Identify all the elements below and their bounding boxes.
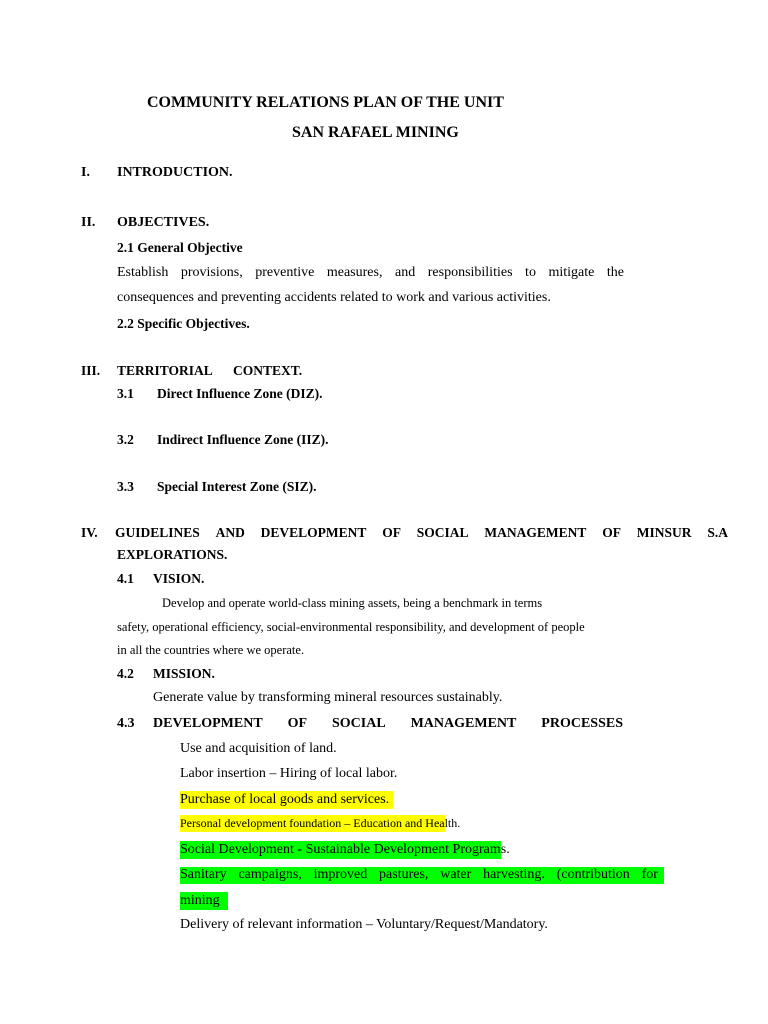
processes-heading-word: MANAGEMENT — [410, 716, 517, 731]
sanitary-word: water — [440, 867, 472, 882]
document-title-line1: COMMUNITY RELATIONS PLAN OF THE UNIT — [147, 94, 504, 111]
section-1-title: INTRODUCTION. — [117, 165, 233, 180]
zone-1-label: Direct Influence Zone (DIZ). — [157, 386, 323, 401]
section-3-numeral: III. — [81, 363, 101, 378]
document-title-line2: SAN RAFAEL MINING — [292, 124, 459, 141]
section-4-title-word: S.A — [707, 525, 728, 540]
processes-heading-word: PROCESSES — [541, 716, 623, 731]
section-4-title-word: MINSUR — [636, 525, 692, 540]
process-item-sanitary-line1 — [180, 867, 664, 884]
vision-line1: Develop and operate world-class mining assets, being a benchmark in terms — [162, 596, 543, 610]
process-item-purchase — [180, 793, 393, 807]
general-objective-heading: 2.1 General Objective — [117, 240, 243, 255]
process-item-information: Delivery of relevant information – Voluntary/Request/Mandatory. — [180, 917, 548, 932]
section-4-title-word: SOCIAL — [416, 525, 469, 540]
section-4-title-word: GUIDELINES — [115, 525, 200, 540]
sanitary-word: for — [641, 867, 658, 882]
zone-3-label: Special Interest Zone (SIZ). — [157, 479, 317, 494]
general-objective-line2: consequences and preventing accidents related to work and various activities. — [117, 290, 551, 305]
section-4-title-word: MANAGEMENT — [484, 525, 587, 540]
general-objective-line1-text: Establish provisions, preventive measures, and responsibilities to mitigate the — [117, 265, 624, 280]
section-4-title-word: AND — [215, 525, 245, 540]
unhighlighted-text: lth. — [444, 816, 461, 830]
section-4-numeral: IV. — [81, 525, 98, 540]
section-4-title-word: DEVELOPMENT — [260, 525, 367, 540]
processes-heading-word: OF — [287, 716, 308, 731]
mission-text: Generate value by transforming mineral resources sustainably. — [153, 690, 503, 705]
section-4-title-word: OF — [602, 525, 621, 540]
section-3-title-word1: TERRITORIAL — [117, 363, 213, 378]
section-1-numeral: I. — [81, 165, 90, 180]
specific-objectives-heading: 2.2 Specific Objectives. — [117, 316, 250, 331]
mission-heading: MISSION. — [153, 666, 215, 681]
section-3-title-word2: CONTEXT. — [233, 363, 303, 378]
zone-2-label: Indirect Influence Zone (IIZ). — [157, 432, 329, 447]
process-item-personal-development — [180, 817, 460, 829]
process-item-labor: Labor insertion – Hiring of local labor. — [180, 766, 398, 781]
sanitary-word: Sanitary — [180, 867, 227, 882]
highlight-green-text: Social Development - Sustainable Development Program — [180, 842, 501, 857]
sanitary-word: campaigns, — [238, 867, 302, 882]
processes-number: 4.3 — [117, 716, 135, 731]
zone-3-number: 3.3 — [117, 479, 134, 494]
section-4-title-line1 — [115, 526, 728, 540]
sanitary-word: improved — [313, 867, 368, 882]
processes-heading-word: DEVELOPMENT — [153, 716, 263, 731]
vision-line3: in all the countries where we operate. — [117, 643, 305, 657]
highlight-yellow-text: Personal development foundation – Education and Hea — [180, 816, 445, 830]
process-item-social-development — [180, 843, 510, 857]
sanitary-word: harvesting. — [483, 867, 545, 882]
sanitary-word: (contribution — [556, 867, 630, 882]
processes-heading-word: SOCIAL — [331, 716, 386, 731]
vision-line2: safety, operational efficiency, social-environmental responsibility, and development of people — [117, 620, 585, 634]
unhighlighted-text: s. — [500, 842, 510, 857]
zone-2-number: 3.2 — [117, 432, 134, 447]
highlight-green-text: mining — [180, 892, 228, 910]
processes-heading — [153, 717, 623, 731]
mission-number: 4.2 — [117, 666, 134, 681]
zone-1-number: 3.1 — [117, 386, 134, 401]
section-4-title-line2: EXPLORATIONS. — [117, 547, 228, 562]
process-item-land: Use and acquisition of land. — [180, 741, 337, 756]
vision-number: 4.1 — [117, 571, 134, 586]
section-2-numeral: II. — [81, 215, 96, 230]
process-item-sanitary-line2 — [180, 894, 228, 908]
section-4-title-word: OF — [382, 525, 401, 540]
general-objective-line1 — [117, 266, 624, 280]
vision-heading: VISION. — [153, 571, 205, 586]
sanitary-word: pastures, — [379, 867, 429, 882]
section-2-title: OBJECTIVES. — [117, 215, 210, 230]
highlight-yellow-text: Purchase of local goods and services. — [180, 791, 393, 809]
